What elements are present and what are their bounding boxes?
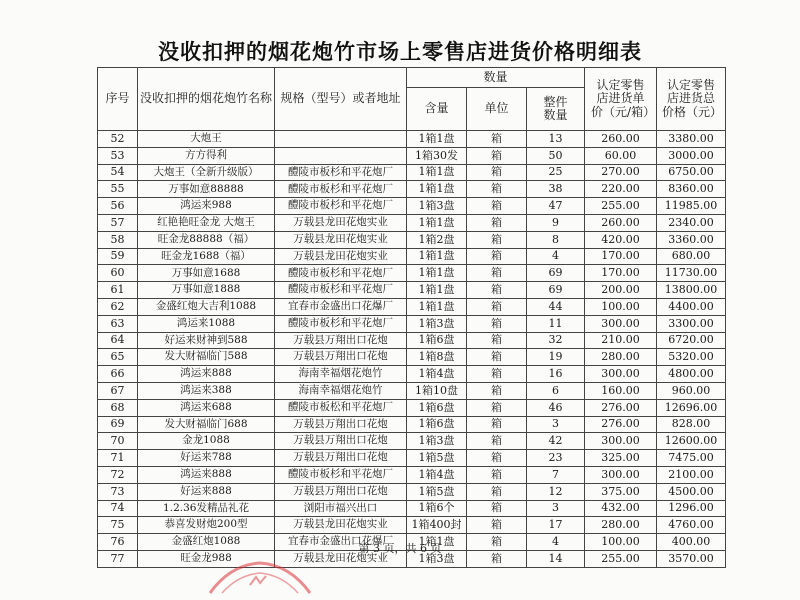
seq-cell: 63 xyxy=(98,315,138,332)
unit-cell: 箱 xyxy=(467,534,527,551)
total-price-cell: 2340.00 xyxy=(657,214,726,231)
header-total-price xyxy=(657,68,726,131)
content-cell: 1箱8盘 xyxy=(407,349,467,366)
seq-cell: 74 xyxy=(98,500,138,517)
seq-cell: 62 xyxy=(98,298,138,315)
seq-cell: 55 xyxy=(98,181,138,198)
table-row xyxy=(98,147,726,164)
table-row xyxy=(98,198,726,215)
name-cell: 旺金龙1688（福） xyxy=(138,248,275,265)
count-cell: 8 xyxy=(527,231,585,248)
table-row xyxy=(98,483,726,500)
spec-cell: 万载县龙田花炮实业 xyxy=(275,550,407,567)
spec-cell: 万载县龙田花炮实业 xyxy=(275,517,407,534)
count-cell: 3 xyxy=(527,416,585,433)
total-price-cell: 6720.00 xyxy=(657,332,726,349)
seq-cell: 53 xyxy=(98,147,138,164)
seq-cell: 70 xyxy=(98,433,138,450)
unit-cell: 箱 xyxy=(467,265,527,282)
total-price-cell: 7475.00 xyxy=(657,450,726,467)
unit-cell: 箱 xyxy=(467,416,527,433)
spec-cell: 万载县万翔出口花炮 xyxy=(275,349,407,366)
total-price-cell: 3000.00 xyxy=(657,147,726,164)
seq-cell: 60 xyxy=(98,265,138,282)
content-cell: 1箱6盘 xyxy=(407,332,467,349)
count-cell: 7 xyxy=(527,466,585,483)
spec-cell: 宜春市金盛出口花爆厂 xyxy=(275,534,407,551)
table-row xyxy=(98,265,726,282)
spec-cell: 醴陵市板杉和平花炮厂 xyxy=(275,282,407,299)
total-price-cell: 3570.00 xyxy=(657,550,726,567)
header-unit-price xyxy=(585,68,657,131)
count-cell: 25 xyxy=(527,164,585,181)
content-cell: 1箱2盘 xyxy=(407,231,467,248)
content-cell: 1箱1盘 xyxy=(407,181,467,198)
count-cell: 13 xyxy=(527,131,585,148)
count-cell: 17 xyxy=(527,517,585,534)
content-cell: 1箱1盘 xyxy=(407,214,467,231)
unit-price-cell: 200.00 xyxy=(585,282,657,299)
unit-price-cell: 220.00 xyxy=(585,181,657,198)
header-seq: 序号 xyxy=(98,68,138,131)
count-cell: 11 xyxy=(527,315,585,332)
table-row xyxy=(98,366,726,383)
unit-cell: 箱 xyxy=(467,500,527,517)
table-header xyxy=(98,68,726,131)
table-row xyxy=(98,433,726,450)
name-cell: 大炮王 xyxy=(138,131,275,148)
total-price-cell: 3380.00 xyxy=(657,131,726,148)
table-row xyxy=(98,399,726,416)
total-price-cell: 1296.00 xyxy=(657,500,726,517)
seq-cell: 77 xyxy=(98,550,138,567)
unit-price-cell: 100.00 xyxy=(585,534,657,551)
total-price-cell: 960.00 xyxy=(657,382,726,399)
header-total-price-text: 认定零售店进货总价格（元） xyxy=(662,78,723,119)
header-unit: 单位 xyxy=(467,88,527,131)
content-cell: 1箱3盘 xyxy=(407,433,467,450)
spec-cell: 万载县万翔出口花炮 xyxy=(275,450,407,467)
spec-cell: 万载县万翔出口花炮 xyxy=(275,416,407,433)
unit-price-cell: 60.00 xyxy=(585,147,657,164)
count-cell: 32 xyxy=(527,332,585,349)
count-cell: 12 xyxy=(527,483,585,500)
unit-price-cell: 280.00 xyxy=(585,349,657,366)
name-cell: 万事如意1888 xyxy=(138,282,275,299)
total-price-cell: 4500.00 xyxy=(657,483,726,500)
spec-cell xyxy=(275,147,407,164)
unit-cell: 箱 xyxy=(467,466,527,483)
name-cell: 旺金龙988 xyxy=(138,550,275,567)
spec-cell: 万载县万翔出口花炮 xyxy=(275,483,407,500)
unit-cell: 箱 xyxy=(467,550,527,567)
content-cell: 1箱3盘 xyxy=(407,315,467,332)
unit-price-cell: 210.00 xyxy=(585,332,657,349)
content-cell: 1箱1盘 xyxy=(407,131,467,148)
unit-price-cell: 432.00 xyxy=(585,500,657,517)
unit-cell: 箱 xyxy=(467,181,527,198)
count-cell: 50 xyxy=(527,147,585,164)
seq-cell: 73 xyxy=(98,483,138,500)
spec-cell: 万载县万翔出口花炮 xyxy=(275,433,407,450)
content-cell: 1箱1盘 xyxy=(407,164,467,181)
seq-cell: 65 xyxy=(98,349,138,366)
count-cell: 9 xyxy=(527,214,585,231)
seq-cell: 71 xyxy=(98,450,138,467)
table-row xyxy=(98,282,726,299)
unit-price-cell: 276.00 xyxy=(585,399,657,416)
table-row xyxy=(98,315,726,332)
content-cell: 1箱5盘 xyxy=(407,483,467,500)
seq-cell: 64 xyxy=(98,332,138,349)
seq-cell: 52 xyxy=(98,131,138,148)
name-cell: 万事如意1688 xyxy=(138,265,275,282)
unit-price-cell: 325.00 xyxy=(585,450,657,467)
table-row xyxy=(98,332,726,349)
total-price-cell: 5320.00 xyxy=(657,349,726,366)
total-price-cell: 3300.00 xyxy=(657,315,726,332)
table-row xyxy=(98,214,726,231)
table-row xyxy=(98,500,726,517)
seq-cell: 68 xyxy=(98,399,138,416)
unit-price-cell: 255.00 xyxy=(585,550,657,567)
table-row xyxy=(98,231,726,248)
unit-cell: 箱 xyxy=(467,332,527,349)
total-price-cell: 4400.00 xyxy=(657,298,726,315)
content-cell: 1箱5盘 xyxy=(407,450,467,467)
header-count xyxy=(527,88,585,131)
content-cell: 1箱1盘 xyxy=(407,265,467,282)
name-cell: 鸿运来688 xyxy=(138,399,275,416)
unit-cell: 箱 xyxy=(467,231,527,248)
spec-cell: 醴陵市板杉和平花炮厂 xyxy=(275,164,407,181)
price-detail-table xyxy=(97,67,726,568)
count-cell: 19 xyxy=(527,349,585,366)
unit-price-cell: 100.00 xyxy=(585,298,657,315)
page-title: 没收扣押的烟花炮竹市场上零售店进货价格明细表 xyxy=(158,39,642,64)
total-price-cell: 11730.00 xyxy=(657,265,726,282)
content-cell: 1箱1盘 xyxy=(407,282,467,299)
spec-cell: 万载县万翔出口花炮 xyxy=(275,332,407,349)
unit-price-cell: 300.00 xyxy=(585,433,657,450)
seq-cell: 56 xyxy=(98,198,138,215)
spec-cell: 醴陵市板杉和平花炮厂 xyxy=(275,181,407,198)
unit-price-cell: 255.00 xyxy=(585,198,657,215)
table-row xyxy=(98,181,726,198)
unit-cell: 箱 xyxy=(467,198,527,215)
content-cell: 1箱1盘 xyxy=(407,248,467,265)
unit-cell: 箱 xyxy=(467,315,527,332)
table-body xyxy=(98,131,726,568)
table-row xyxy=(98,164,726,181)
spec-cell: 醴陵市板杉和平花炮厂 xyxy=(275,466,407,483)
count-cell: 3 xyxy=(527,500,585,517)
seq-cell: 57 xyxy=(98,214,138,231)
spec-cell: 万载县龙田花炮实业 xyxy=(275,231,407,248)
name-cell: 红艳艳旺金龙 大炮王 xyxy=(138,214,275,231)
seq-cell: 69 xyxy=(98,416,138,433)
count-cell: 4 xyxy=(527,248,585,265)
unit-price-cell: 276.00 xyxy=(585,416,657,433)
unit-cell: 箱 xyxy=(467,164,527,181)
seq-cell: 67 xyxy=(98,382,138,399)
unit-price-cell: 420.00 xyxy=(585,231,657,248)
count-cell: 4 xyxy=(527,534,585,551)
table-row xyxy=(98,517,726,534)
unit-cell: 箱 xyxy=(467,349,527,366)
total-price-cell: 400.00 xyxy=(657,534,726,551)
header-unit-price-text: 认定零售店进货单价（元/箱） xyxy=(591,78,656,119)
name-cell: 鸿运来888 xyxy=(138,366,275,383)
name-cell: 鸿运来888 xyxy=(138,466,275,483)
unit-price-cell: 260.00 xyxy=(585,214,657,231)
spec-cell: 醴陵市板杉和平花炮厂 xyxy=(275,198,407,215)
count-cell: 46 xyxy=(527,399,585,416)
unit-cell: 箱 xyxy=(467,248,527,265)
header-count-text: 整件数量 xyxy=(543,94,568,122)
count-cell: 23 xyxy=(527,450,585,467)
unit-price-cell: 375.00 xyxy=(585,483,657,500)
unit-cell: 箱 xyxy=(467,399,527,416)
seq-cell: 58 xyxy=(98,231,138,248)
spec-cell: 醴陵市板杉和平花炮厂 xyxy=(275,315,407,332)
spec-cell: 宜春市金盛出口花爆厂 xyxy=(275,298,407,315)
table-row xyxy=(98,298,726,315)
name-cell: 1.2.36发精品礼花 xyxy=(138,500,275,517)
content-cell: 1箱10盘 xyxy=(407,382,467,399)
table-row xyxy=(98,466,726,483)
table-row xyxy=(98,382,726,399)
total-price-cell: 8360.00 xyxy=(657,181,726,198)
unit-cell: 箱 xyxy=(467,450,527,467)
unit-price-cell: 170.00 xyxy=(585,248,657,265)
spec-cell: 浏阳市福兴出口 xyxy=(275,500,407,517)
name-cell: 鸿运来388 xyxy=(138,382,275,399)
seq-cell: 61 xyxy=(98,282,138,299)
name-cell: 好运来财神到588 xyxy=(138,332,275,349)
unit-price-cell: 300.00 xyxy=(585,366,657,383)
content-cell: 1箱6盘 xyxy=(407,416,467,433)
count-cell: 42 xyxy=(527,433,585,450)
page-number: 第 3 页，共 6 页 xyxy=(358,542,442,555)
name-cell: 万事如意88888 xyxy=(138,181,275,198)
count-cell: 69 xyxy=(527,265,585,282)
total-price-cell: 680.00 xyxy=(657,248,726,265)
count-cell: 14 xyxy=(527,550,585,567)
content-cell: 1箱400封 xyxy=(407,517,467,534)
table-row xyxy=(98,349,726,366)
unit-cell: 箱 xyxy=(467,298,527,315)
spec-cell: 万载县龙田花炮实业 xyxy=(275,248,407,265)
unit-cell: 箱 xyxy=(467,147,527,164)
name-cell: 好运来888 xyxy=(138,483,275,500)
name-cell: 恭喜发财炮200型 xyxy=(138,517,275,534)
table-row xyxy=(98,131,726,148)
content-cell: 1箱6盘 xyxy=(407,399,467,416)
content-cell: 1箱6个 xyxy=(407,500,467,517)
unit-price-cell: 300.00 xyxy=(585,315,657,332)
unit-price-cell: 270.00 xyxy=(585,164,657,181)
seq-cell: 76 xyxy=(98,534,138,551)
count-cell: 38 xyxy=(527,181,585,198)
seq-cell: 72 xyxy=(98,466,138,483)
count-cell: 47 xyxy=(527,198,585,215)
total-price-cell: 12696.00 xyxy=(657,399,726,416)
total-price-cell: 4800.00 xyxy=(657,366,726,383)
count-cell: 69 xyxy=(527,282,585,299)
count-cell: 6 xyxy=(527,382,585,399)
seq-cell: 66 xyxy=(98,366,138,383)
name-cell: 金盛红炮1088 xyxy=(138,534,275,551)
name-cell: 旺金龙88888（福） xyxy=(138,231,275,248)
unit-cell: 箱 xyxy=(467,282,527,299)
unit-price-cell: 260.00 xyxy=(585,131,657,148)
red-seal-stamp xyxy=(200,555,320,595)
total-price-cell: 2100.00 xyxy=(657,466,726,483)
spec-cell: 海南幸福烟花炮竹 xyxy=(275,366,407,383)
header-quantity-group: 数量 xyxy=(407,68,585,88)
table-row xyxy=(98,450,726,467)
unit-price-cell: 160.00 xyxy=(585,382,657,399)
name-cell: 发大财福临门688 xyxy=(138,416,275,433)
name-cell: 大炮王（全新升级版） xyxy=(138,164,275,181)
name-cell: 发大财福临门588 xyxy=(138,349,275,366)
content-cell: 1箱1盘 xyxy=(407,534,467,551)
unit-cell: 箱 xyxy=(467,131,527,148)
unit-cell: 箱 xyxy=(467,433,527,450)
header-name: 没收扣押的烟花炮竹名称 xyxy=(138,68,275,131)
name-cell: 金龙1088 xyxy=(138,433,275,450)
content-cell: 1箱4盘 xyxy=(407,466,467,483)
header-spec: 规格（型号）或者地址 xyxy=(275,68,407,131)
table-row xyxy=(98,416,726,433)
unit-cell: 箱 xyxy=(467,483,527,500)
total-price-cell: 12600.00 xyxy=(657,433,726,450)
name-cell: 好运来788 xyxy=(138,450,275,467)
content-cell: 1箱3盘 xyxy=(407,550,467,567)
seq-cell: 54 xyxy=(98,164,138,181)
total-price-cell: 3360.00 xyxy=(657,231,726,248)
total-price-cell: 4760.00 xyxy=(657,517,726,534)
content-cell: 1箱4盘 xyxy=(407,366,467,383)
unit-cell: 箱 xyxy=(467,517,527,534)
seq-cell: 59 xyxy=(98,248,138,265)
count-cell: 16 xyxy=(527,366,585,383)
unit-price-cell: 300.00 xyxy=(585,466,657,483)
header-content: 含量 xyxy=(407,88,467,131)
unit-price-cell: 170.00 xyxy=(585,265,657,282)
spec-cell: 醴陵市板杉和平花炮厂 xyxy=(275,265,407,282)
name-cell: 金盛红炮大吉利1088 xyxy=(138,298,275,315)
unit-cell: 箱 xyxy=(467,366,527,383)
spec-cell xyxy=(275,131,407,148)
unit-price-cell: 280.00 xyxy=(585,517,657,534)
seq-cell: 75 xyxy=(98,517,138,534)
spec-cell: 万载县龙田花炮实业 xyxy=(275,214,407,231)
content-cell: 1箱3盘 xyxy=(407,198,467,215)
table-row xyxy=(98,248,726,265)
name-cell: 鸿运来1088 xyxy=(138,315,275,332)
unit-cell: 箱 xyxy=(467,382,527,399)
content-cell: 1箱1盘 xyxy=(407,298,467,315)
name-cell: 鸿运来988 xyxy=(138,198,275,215)
content-cell: 1箱30发 xyxy=(407,147,467,164)
spec-cell: 海南幸福烟花炮竹 xyxy=(275,382,407,399)
spec-cell: 醴陵市板松和平花炮厂 xyxy=(275,399,407,416)
total-price-cell: 828.00 xyxy=(657,416,726,433)
total-price-cell: 11985.00 xyxy=(657,198,726,215)
unit-cell: 箱 xyxy=(467,214,527,231)
name-cell: 方方得利 xyxy=(138,147,275,164)
total-price-cell: 6750.00 xyxy=(657,164,726,181)
count-cell: 44 xyxy=(527,298,585,315)
total-price-cell: 13800.00 xyxy=(657,282,726,299)
